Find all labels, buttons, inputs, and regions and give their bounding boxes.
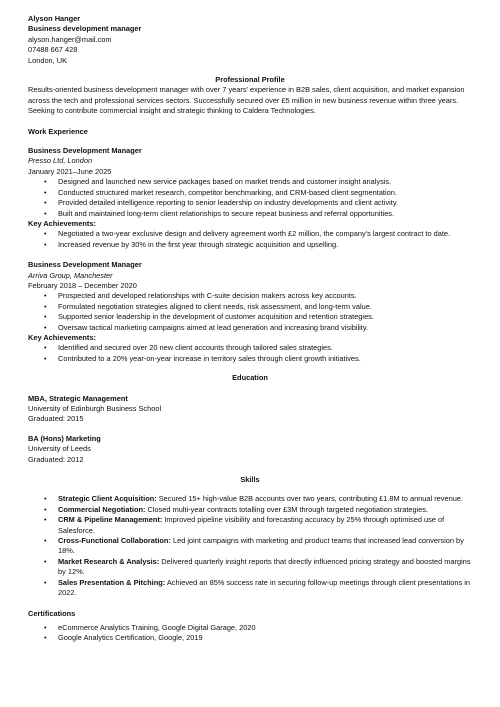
job-role: Business Development Manager	[28, 260, 142, 270]
list-item: • Contributed to a 20% year-on-year increase in territory sales through client growth initiatives.	[44, 353, 361, 363]
achievements-list	[28, 343, 472, 364]
list-item: • Supported senior leadership in the development of customer acquisition and retention strategies.	[44, 312, 374, 322]
list-item: • Designed and launched new service packages based on market trends and customer insight analysis.	[44, 177, 392, 187]
contact-location: London, UK	[28, 55, 68, 65]
education-entry	[28, 434, 472, 465]
skill-text: Delivered quarterly insight reports that directly influenced pricing strategy and boosted margins by 12%.	[58, 556, 471, 577]
skill-text: Improved pipeline visibility and forecasting accuracy by 25% through optimised use of Salesforce.	[58, 515, 445, 535]
list-item	[28, 557, 472, 578]
contact-phone: 07488 667 428	[28, 45, 78, 55]
contact-email[interactable]: alyson.hanger@mail.com	[28, 34, 112, 44]
job-duties-list	[28, 291, 472, 333]
skill-text: Led joint campaigns with marketing and product teams that increased lead conversion by 18%.	[58, 536, 464, 556]
skill-label: Cross-Functional Collaboration:	[58, 536, 171, 546]
skill-text: Secured 15+ high-value B2B accounts over two years, contributing £1.8M to annual revenue.	[156, 494, 463, 504]
bullet-icon: •	[44, 301, 47, 311]
achievements-list	[28, 229, 472, 250]
profile-heading: Professional Profile	[215, 75, 285, 85]
certifications-heading: Certifications	[28, 608, 76, 618]
job-duties-list	[28, 177, 472, 219]
list-item: • Prospected and developed relationships with C-suite decision makers across key accounts.	[44, 291, 357, 301]
contact-header	[28, 14, 472, 66]
skill-label: CRM & Pipeline Management:	[58, 515, 163, 525]
bullet-icon: •	[44, 556, 47, 566]
list-item: • Built and maintained long-term client relationships to secure repeat business and referral opportunities.	[44, 208, 395, 218]
bullet-icon: •	[44, 515, 47, 525]
list-item: • Negotiated a two-year exclusive design and delivery agreement worth £2 million, the company's largest contract to date.	[44, 229, 451, 239]
list-item	[28, 494, 472, 504]
bullet-icon: •	[44, 239, 47, 249]
bullet-icon: •	[44, 187, 47, 197]
skill-label: Commercial Negotiation:	[58, 504, 146, 514]
education-degree: BA (Hons) Marketing	[28, 433, 101, 443]
bullet-icon: •	[44, 322, 47, 332]
achievements-label: Key Achievements:	[28, 332, 96, 342]
list-item: • Conducted structured market research, competitor benchmarking, and CRM-based client segmentation.	[44, 187, 397, 197]
bullet-icon: •	[44, 198, 47, 208]
job-entry	[28, 260, 472, 364]
skill-label: Sales Presentation & Pitching:	[58, 577, 166, 587]
list-item: • Increased revenue by 30% in the first year through strategic acquisition and upselling.	[44, 239, 339, 249]
list-item	[28, 505, 472, 515]
skill-label: Market Research & Analysis:	[58, 556, 160, 566]
bullet-icon: •	[44, 622, 47, 632]
list-item	[28, 578, 472, 599]
education-heading: Education	[232, 373, 268, 383]
achievements-label: Key Achievements:	[28, 218, 96, 228]
list-item: • Identified and secured over 20 new client accounts through tailored sales strategies.	[44, 343, 333, 353]
bullet-icon: •	[44, 633, 47, 643]
bullet-icon: •	[44, 577, 47, 587]
job-entry	[28, 146, 472, 250]
list-item	[28, 536, 472, 557]
job-dates: February 2018 – December 2020	[28, 280, 137, 290]
education-graduated: Graduated: 2015	[28, 414, 84, 424]
education-degree: MBA, Strategic Management	[28, 393, 128, 403]
bullet-icon: •	[44, 291, 47, 301]
job-dates: January 2021–June 2025	[28, 166, 112, 176]
candidate-name: Alyson Hanger	[28, 14, 81, 23]
bullet-icon: •	[44, 177, 47, 187]
list-item: • Formulated negotiation strategies aligned to client needs, risk assessment, and long-term value.	[44, 301, 372, 311]
bullet-icon: •	[44, 494, 47, 504]
skills-heading: Skills	[240, 475, 260, 485]
list-item	[28, 515, 472, 536]
bullet-icon: •	[44, 229, 47, 239]
skill-text: Achieved an 85% success rate in securing follow-up meetings through client presentations in 2022.	[58, 577, 471, 598]
certifications-list	[28, 623, 472, 644]
bullet-icon: •	[44, 208, 47, 218]
education-school: University of Edinburgh Business School	[28, 404, 162, 413]
profile-text: Results-oriented business development manager with over 7 years' experience in B2B sales, client acquisition, and market expansion across the tech and professional services sectors. Successfully secured over £5 million in new business revenue within three years. Seeking to contribute commercial insight and strategic thinking to Caldera Technologies.	[28, 85, 465, 116]
bullet-icon: •	[44, 312, 47, 322]
candidate-title: Business development manager	[28, 24, 142, 34]
list-item: • eCommerce Analytics Training, Google Digital Garage, 2020	[44, 622, 256, 632]
bullet-icon: •	[44, 343, 47, 353]
job-company: Arriva Group, Manchester	[28, 270, 113, 280]
list-item: • Provided detailed intelligence reporting to senior leadership on industry developments and client activity.	[44, 198, 399, 208]
bullet-icon: •	[44, 536, 47, 546]
education-graduated: Graduated: 2012	[28, 454, 84, 464]
job-role: Business Development Manager	[28, 146, 142, 156]
education-entry	[28, 394, 472, 425]
experience-heading: Work Experience	[28, 126, 88, 136]
skill-text: Closed multi-year contracts totalling over £3M through targeted negotiation strategies.	[145, 504, 429, 514]
list-item: • Google Analytics Certification, Google, 2019	[44, 633, 203, 643]
education-school: University of Leeds	[28, 444, 91, 454]
bullet-icon: •	[44, 353, 47, 363]
job-company: Presso Ltd, London	[28, 156, 93, 166]
bullet-icon: •	[44, 504, 47, 514]
skills-list	[28, 494, 472, 598]
list-item: • Oversaw tactical marketing campaigns aimed at lead generation and increasing brand visibility.	[44, 322, 369, 332]
skill-label: Strategic Client Acquisition:	[58, 494, 157, 504]
